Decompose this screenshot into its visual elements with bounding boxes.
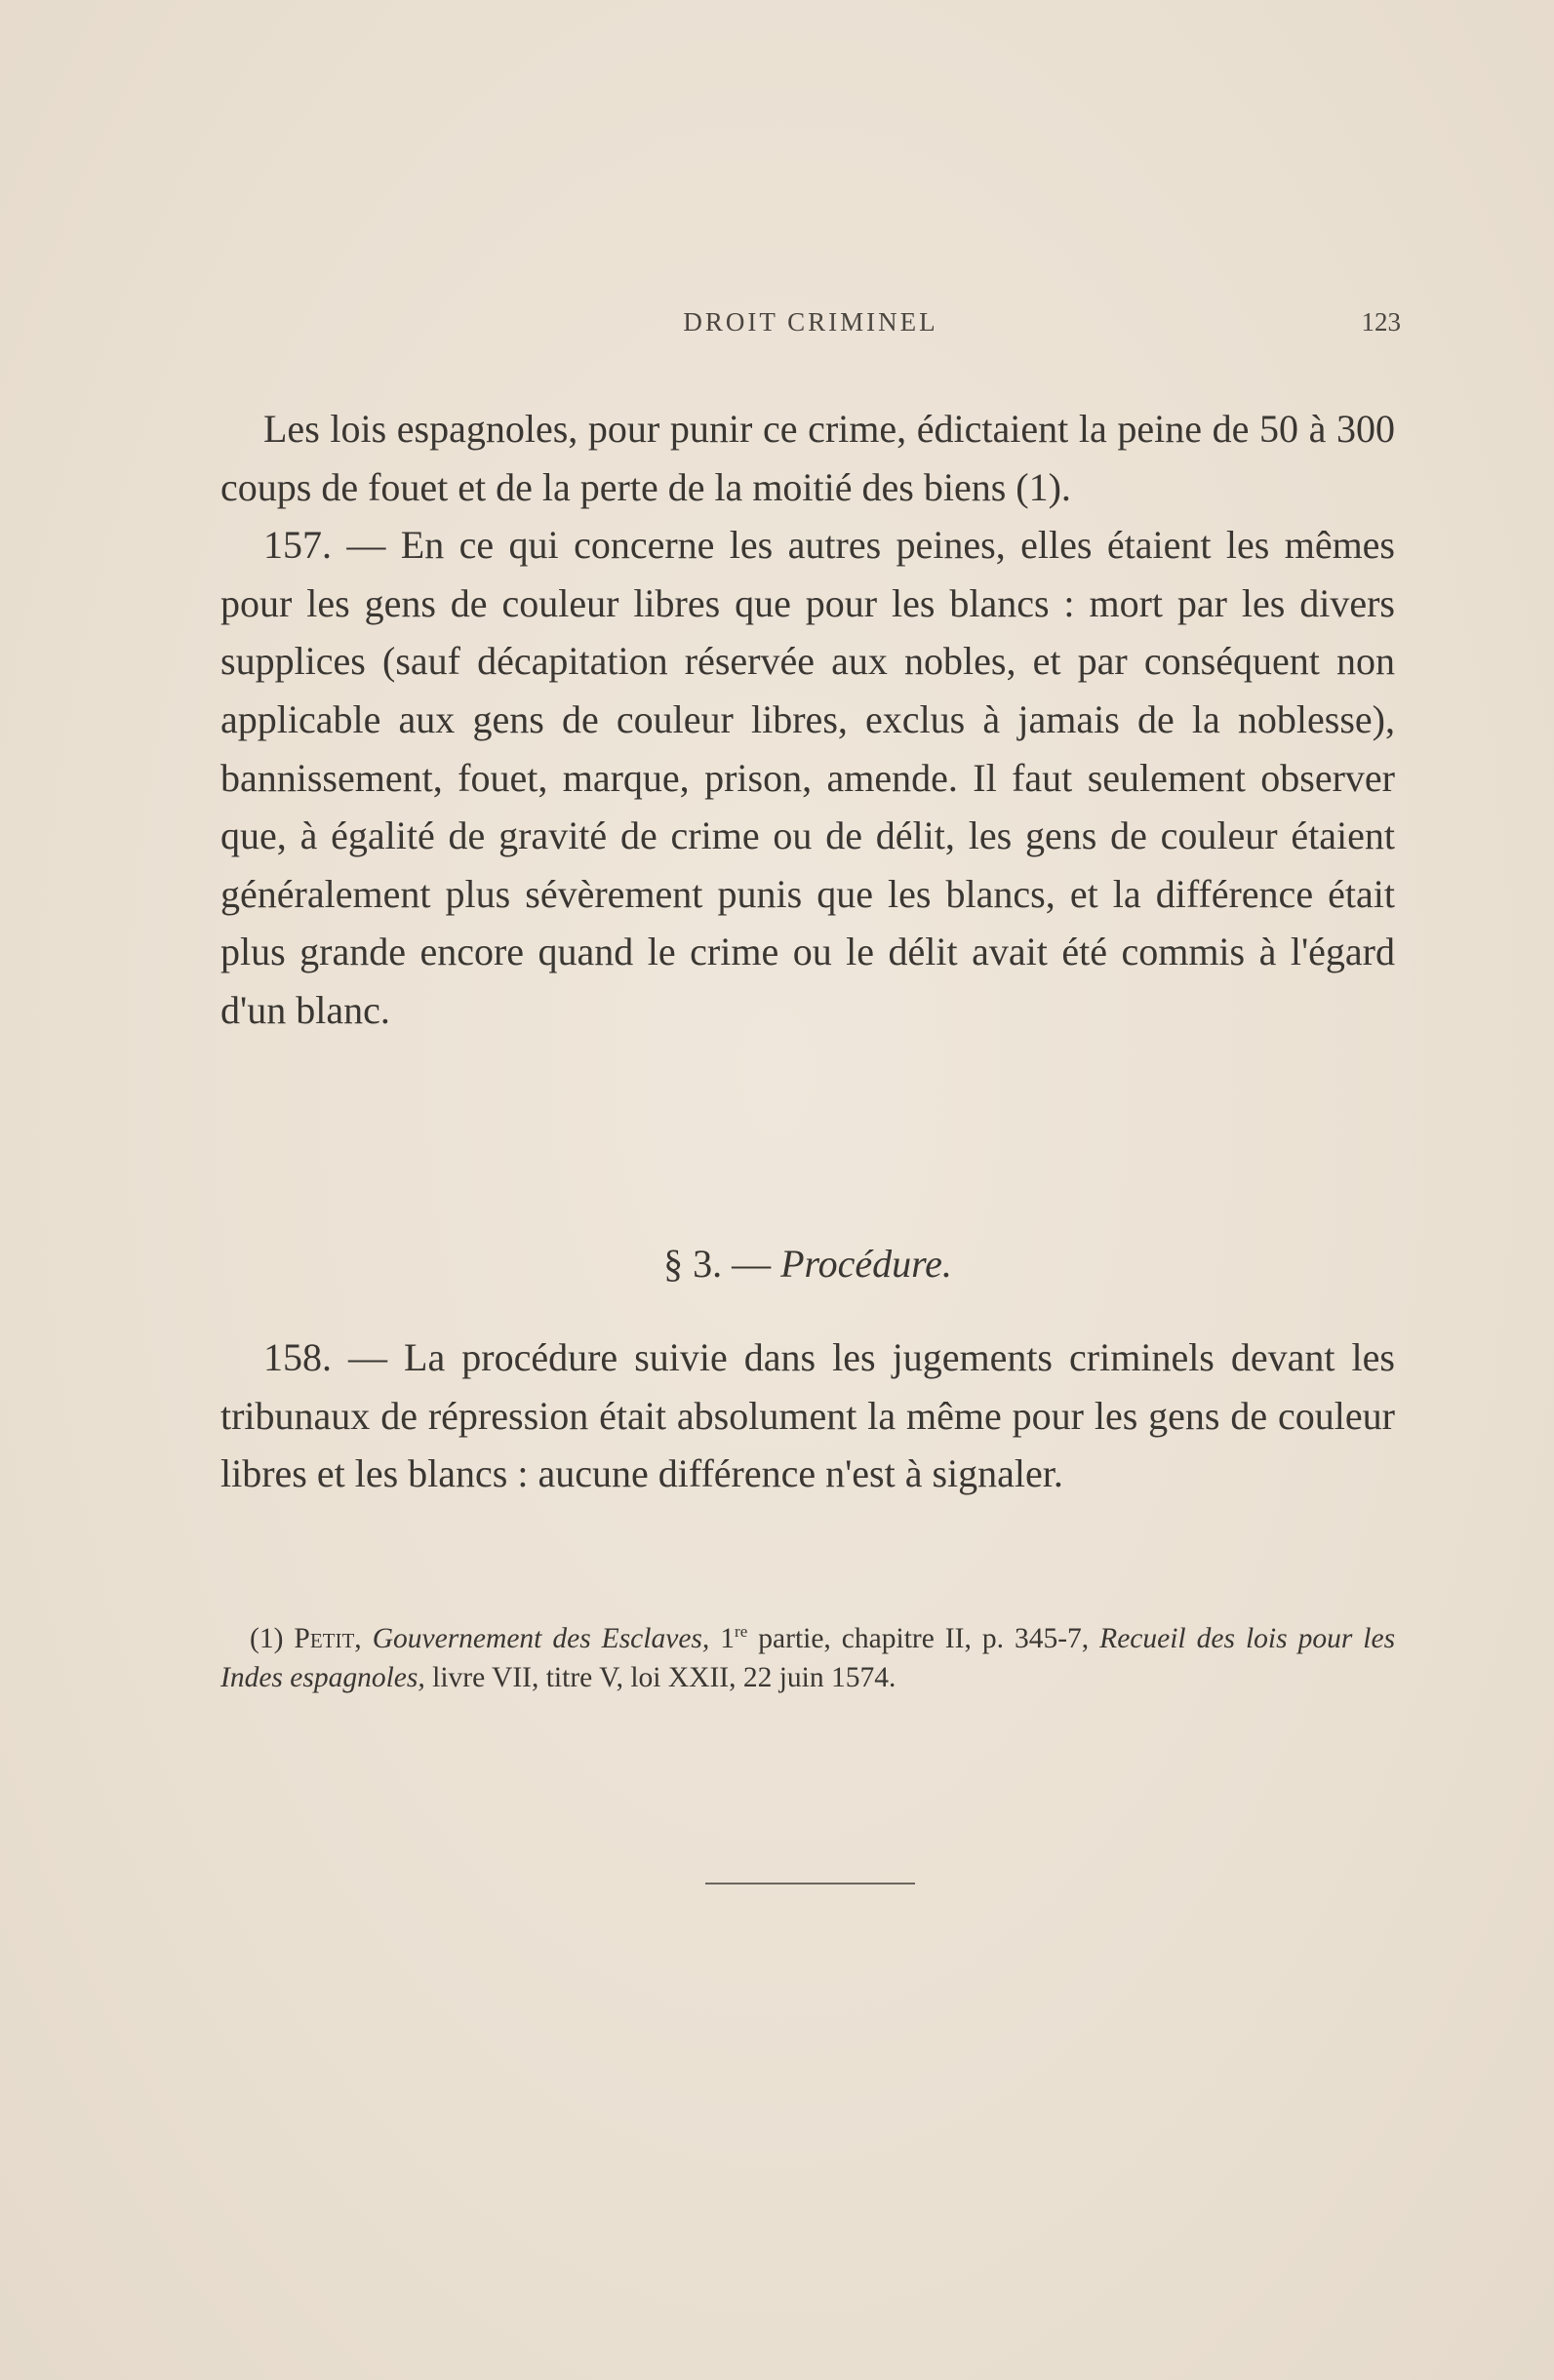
- footnote-ordinal: 1: [720, 1623, 736, 1654]
- running-title: DROIT CRIMINEL: [683, 307, 938, 337]
- paragraph-continuation: Les lois espagnoles, pour punir ce crime, édictaient la peine de 50 à 300 coups de fouet et de la perte de la moitié des biens (1).: [220, 407, 1395, 509]
- footnote-1: [220, 1619, 1395, 1697]
- footnote-author: Petit,: [294, 1623, 362, 1654]
- page-header: [220, 307, 1401, 346]
- section-number: § 3. —: [663, 1242, 772, 1286]
- footnote-ordinal-suffix: re: [735, 1622, 748, 1641]
- main-text: [220, 400, 1395, 1040]
- footnote-second-reference: livre VII, titre V, loi XXII, 22 juin 1574.: [432, 1662, 897, 1693]
- footnote-second-work: Recueil des lois pour les Indes espagnoles,: [220, 1623, 1396, 1693]
- footnote-work-title: Gouvernement des Esclaves,: [372, 1623, 710, 1654]
- paragraph-158: 158. — La procédure suivie dans les jugements criminels devant les tribunaux de répression était absolument la même pour les gens de couleur libres et les blancs : aucune différence n'est à signaler.: [220, 1335, 1395, 1496]
- section-heading: [220, 1235, 1395, 1293]
- section-title: Procédure.: [780, 1242, 952, 1286]
- divider-rule: [705, 1883, 915, 1884]
- section-text: [220, 1329, 1395, 1503]
- footnote-marker: (1): [250, 1623, 284, 1654]
- paragraph-157: 157. — En ce qui concerne les autres peines, elles étaient les mêmes pour les gens de couleur libres que pour les blancs : mort par les divers supplices (sauf décapitation réservée aux nobles, et par conséquent non applicable aux gens de couleur libres, exclus à jamais de la noblesse), bannissement, fouet, marque, prison, amende. Il faut seulement observer que, à égalité de gravité de crime ou de délit, les gens de couleur étaient généralement plus sévèrement punis que les blancs, et la différence était plus grande encore quand le crime ou le délit avait été commis à l'égard d'un blanc.: [220, 523, 1395, 1032]
- footnote-reference: partie, chapitre II, p. 345-7,: [758, 1623, 1090, 1654]
- page-number: 123: [1361, 307, 1401, 337]
- footnote: [220, 1619, 1395, 1697]
